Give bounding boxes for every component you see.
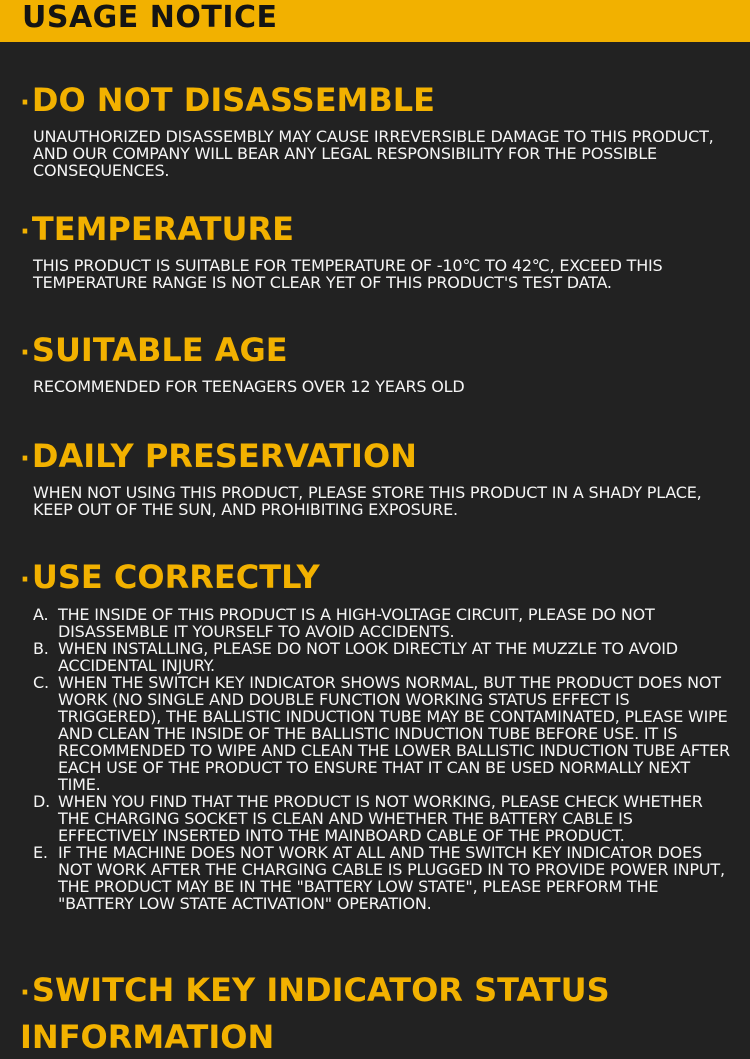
list-item <box>33 606 733 640</box>
list-marker: C. <box>33 673 49 692</box>
section-body: RECOMMENDED FOR TEENAGERS OVER 12 YEARS OLD <box>33 377 465 396</box>
page-title: USAGE NOTICE <box>22 0 278 35</box>
bullet-dot: · <box>20 217 30 247</box>
section-body: WHEN NOT USING THIS PRODUCT, PLEASE STORE THIS PRODUCT IN A SHADY PLACE, KEEP OUT OF THE SUN, AND PROHIBITING EXPOSURE. <box>33 483 702 519</box>
section-body: UNAUTHORIZED DISASSEMBLY MAY CAUSE IRREVERSIBLE DAMAGE TO THIS PRODUCT, AND OUR COMPANY WILL BEAR ANY LEGAL RESPONSIBILITY FOR THE POSSIBLE CONSEQUENCES. <box>33 127 714 180</box>
list-item <box>33 844 733 912</box>
list-item <box>33 640 733 674</box>
section-title <box>20 438 417 477</box>
bullet-dot: · <box>20 444 30 474</box>
bullet-dot: · <box>20 88 30 118</box>
bullet-dot: · <box>20 565 30 595</box>
header-bar <box>0 0 750 42</box>
list-item-text: THE INSIDE OF THIS PRODUCT IS A HIGH-VOLTAGE CIRCUIT, PLEASE DO NOT DISASSEMBLE IT YOURSELF TO AVOID ACCIDENTS. <box>58 605 655 641</box>
list-item-text: WHEN INSTALLING, PLEASE DO NOT LOOK DIRECTLY AT THE MUZZLE TO AVOID ACCIDENTAL INJURY. <box>58 639 678 675</box>
list-item <box>33 674 733 793</box>
section-title <box>20 559 320 598</box>
instruction-list <box>33 606 733 912</box>
section-title-text: USE CORRECTLY <box>31 558 320 596</box>
section-title <box>20 968 660 1059</box>
list-item-text: WHEN YOU FIND THAT THE PRODUCT IS NOT WORKING, PLEASE CHECK WHETHER THE CHARGING SOCKET IS CLEAN AND WHETHER THE BATTERY CABLE IS EFFECTIVELY INSERTED INTO THE MAINBOARD CABLE OF THE PRODUCT. <box>58 792 703 845</box>
section-title-text: SUITABLE AGE <box>31 331 288 369</box>
list-marker: B. <box>33 639 49 658</box>
list-item-text: WHEN THE SWITCH KEY INDICATOR SHOWS NORMAL, BUT THE PRODUCT DOES NOT WORK (NO SINGLE AND DOUBLE FUNCTION WORKING STATUS EFFECT IS TRIGGERED), THE BALLISTIC INDUCTION TUBE MAY BE CONTAMINATED, PLEASE WIPE AND CLEAN THE INSIDE OF THE BALLISTIC INDUCTION TUBE BEFORE USE. IT IS RECOMMENDED TO WIPE AND CLEAN THE LOWER BALLISTIC INDUCTION TUBE AFTER EACH USE OF THE PRODUCT TO ENSURE THAT IT CAN BE USED NORMALLY NEXT TIME. <box>58 673 730 794</box>
section-title <box>20 82 435 121</box>
section-title-text: SWITCH KEY INDICATOR STATUS INFORMATION <box>20 971 610 1056</box>
list-item <box>33 793 733 844</box>
section-title-text: DAILY PRESERVATION <box>31 437 417 475</box>
bullet-dot: · <box>20 978 30 1008</box>
list-marker: E. <box>33 843 48 862</box>
section-title <box>20 332 288 371</box>
section-body: THIS PRODUCT IS SUITABLE FOR TEMPERATURE OF -10℃ TO 42℃, EXCEED THIS TEMPERATURE RANGE IS NOT CLEAR YET OF THIS PRODUCT'S TEST DATA. <box>33 256 663 292</box>
bullet-dot: · <box>20 338 30 368</box>
section-title <box>20 211 294 250</box>
list-item-text: IF THE MACHINE DOES NOT WORK AT ALL AND THE SWITCH KEY INDICATOR DOES NOT WORK AFTER THE CHARGING CABLE IS PLUGGED IN TO PROVIDE POWER INPUT, THE PRODUCT MAY BE IN THE "BATTERY LOW STATE", PLEASE PERFORM THE "BATTERY LOW STATE ACTIVATION" OPERATION. <box>58 843 725 913</box>
section-title-text: TEMPERATURE <box>31 210 294 248</box>
list-marker: A. <box>33 605 49 624</box>
section-title-text: DO NOT DISASSEMBLE <box>31 81 436 119</box>
list-marker: D. <box>33 792 51 811</box>
